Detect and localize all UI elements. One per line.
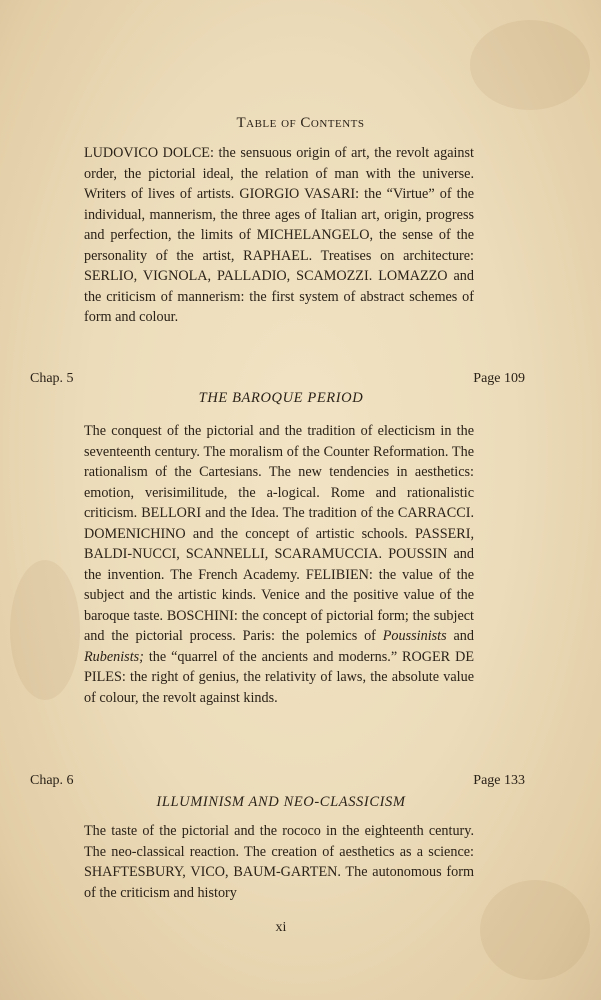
summary-italic-term: Poussinists [382,628,447,644]
paper-stain [10,560,80,700]
chapter-title: THE BAROQUE PERIOD [198,390,364,406]
page-folio: xi [275,920,287,935]
chapter-page-number: Page 133 [473,773,525,788]
chapter-title: ILLUMINISM AND NEO-CLASSICISM [156,794,406,810]
chapter-5-summary [84,421,474,708]
summary-text: and [446,628,474,644]
chapter-page-number: Page 109 [473,371,525,386]
chapter-6-summary: The taste of the pictorial and the rococo in the eighteenth century. The neo-classical reaction. The creation of aesthetics as a science: SHAFTESBURY, VICO, BAUM-GARTEN. The autonomous form of the criticism and history [84,823,474,901]
summary-text: the “quarrel of the ancients and moderns.” ROGER DE PILES: the right of genius, the relativity of laws, the absolute value of colour, the revolt against kinds. [84,648,474,706]
running-title: Table of Contents [236,115,365,131]
chapter-number: Chap. 5 [30,371,74,386]
summary-italic-term: Rubenists; [84,648,144,665]
summary-text: The conquest of the pictorial and the tradition of electicism in the seventeenth century. The moralism of the Counter Reformation. The rationalism of the Cartesians. The new tendencies in aesthetics: emotion, verisimilitude, the a-logical. Rome and rationalistic criticism. BELLORI and the Idea. The tradition of the CARRACCI. DOMENICHINO and the concept of artistic schools. PASSERI, BALDI-NUCCI, SCANNELLI, SCARAMUCCIA. POUSSIN and the invention. The French Academy. FELIBIEN: the value of the subject and the artistic kinds. Venice and the positive value of the baroque taste. BOSCHINI: the concept of pictorial form; the subject and the pictorial process. Paris: the polemics of [84,423,474,644]
paper-stain [470,20,590,110]
chapter-number: Chap. 6 [30,773,74,788]
intro-paragraph: LUDOVICO DOLCE: the sensuous origin of art, the revolt against order, the pictorial ideal, the relation of man with the universe. Writers of lives of artists. GIORGIO VASARI: the “Virtue” of the individual, mannerism, the three ages of Italian art, origin, progress and perfection, the limits of MICHELANGELO, the sense of the personality of the artist, RAPHAEL. Treatises on architecture: SERLIO, VIGNOLA, PALLADIO, SCAMOZZI. LOMAZZO and the criticism of mannerism: the first system of abstract schemes of form and colour. [84,145,474,325]
